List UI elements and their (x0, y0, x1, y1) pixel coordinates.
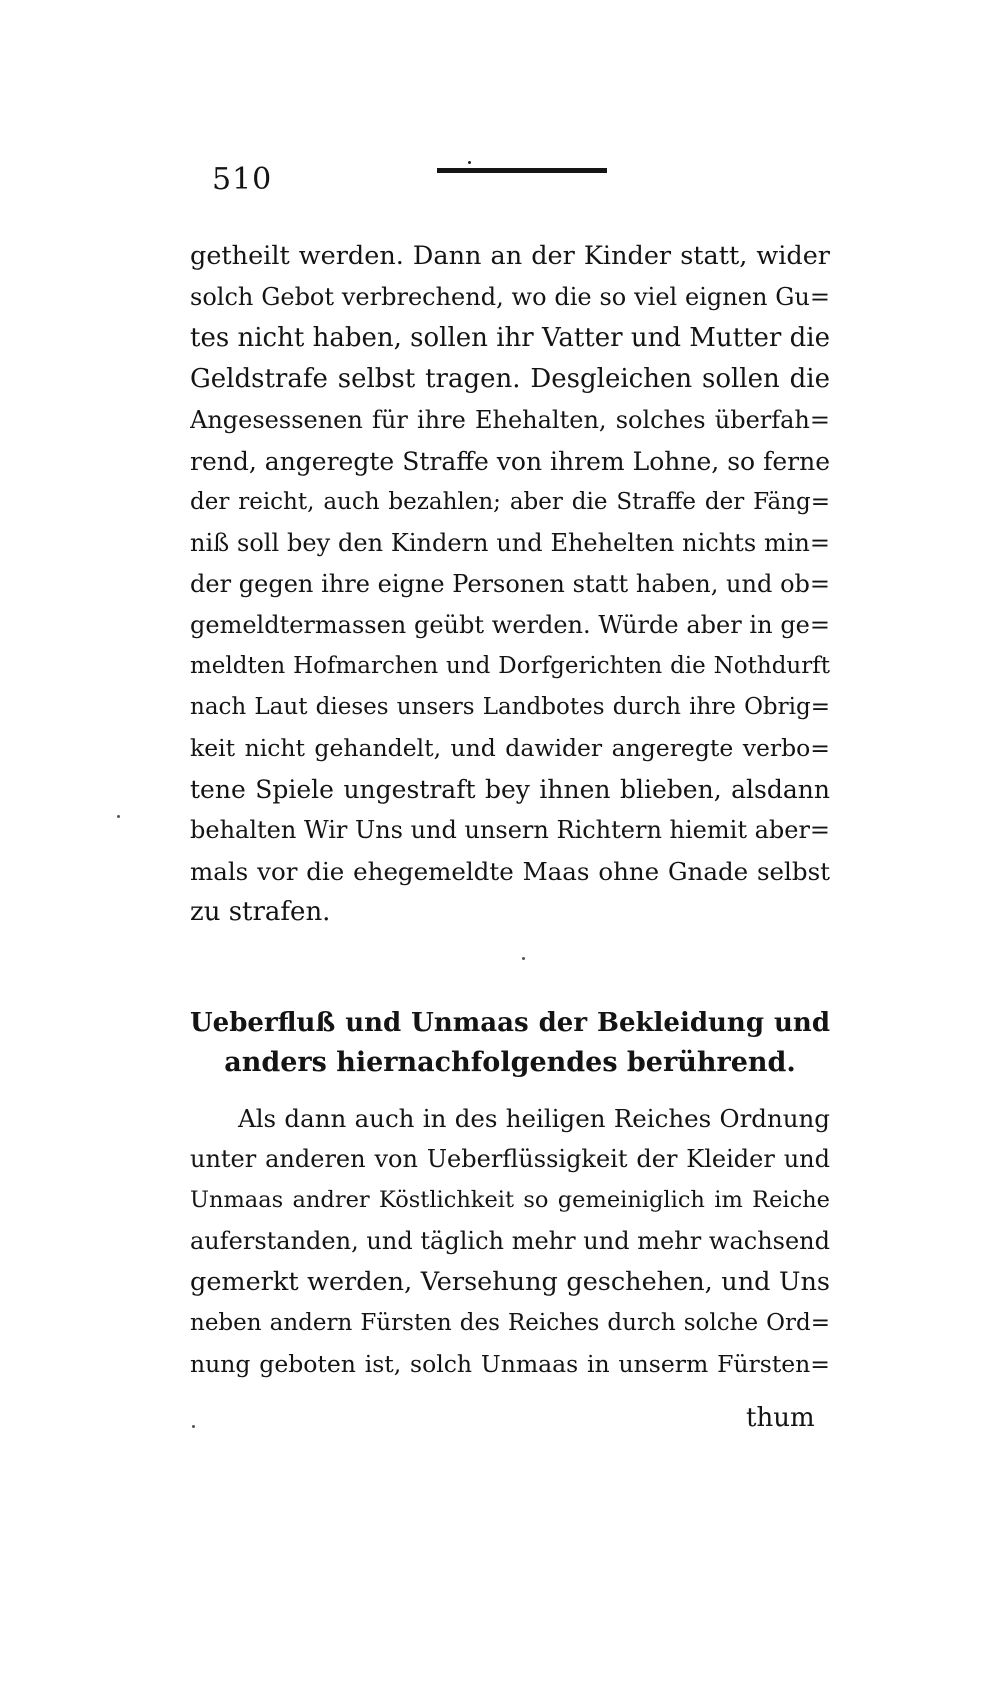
section-paragraph (190, 1098, 830, 1385)
text-line: auferstanden, und täglich mehr und mehr wachsend (190, 1227, 830, 1255)
heading-line: anders hiernachfolgendes berührend. (224, 1047, 796, 1078)
section-heading (190, 1003, 830, 1083)
text-line: nach Laut dieses unsers Landbotes durch ihre Obrig= (190, 694, 830, 720)
text-line: Angesessenen für ihre Ehehalten, solches überfah= (190, 406, 830, 434)
header-rule-speck (468, 161, 471, 164)
text-line: Unmaas andrer Köstlichkeit so gemeiniglich im Reiche (190, 1187, 830, 1213)
text-line: niß soll bey den Kindern und Ehehelten nichts min= (190, 529, 830, 557)
text-line: Als dann auch in des heiligen Reiches Ordnung (238, 1104, 830, 1133)
heading-line: Ueberfluß und Unmaas der Bekleidung und (190, 1008, 830, 1038)
page-number: 510 (212, 162, 273, 197)
catchword: thum (746, 1403, 815, 1433)
text-line: nung geboten ist, solch Unmaas in unserm Fürsten= (190, 1350, 830, 1378)
text-line: rend, angeregte Straffe von ihrem Lohne, so ferne (190, 447, 830, 476)
text-line: der reicht, auch bezahlen; aber die Straffe der Fäng= (190, 489, 830, 515)
paper-speck (117, 815, 120, 818)
text-line: tene Spiele ungestraft bey ihnen blieben, alsdann (190, 775, 830, 804)
text-line: getheilt werden. Dann an der Kinder statt, wider (190, 241, 830, 271)
text-line: unter anderen von Ueberflüssigkeit der Kleider und (190, 1145, 830, 1173)
paper-speck (522, 957, 525, 960)
text-line: gemerkt werden, Versehung geschehen, und Uns (190, 1267, 830, 1297)
text-line: zu strafen. (190, 897, 331, 927)
header-rule (437, 168, 607, 173)
text-line: Geldstrafe selbst tragen. Desgleichen sollen die (190, 364, 830, 394)
text-line: gemeldtermassen geübt werden. Würde aber in ge= (190, 611, 830, 639)
text-line: tes nicht haben, sollen ihr Vatter und Mutter die (190, 323, 830, 353)
text-line: keit nicht gehandelt, und dawider angeregte verbo= (190, 734, 830, 762)
text-line: meldten Hofmarchen und Dorfgerichten die Nothdurft (190, 653, 830, 679)
text-line: neben andern Fürsten des Reiches durch solche Ord= (190, 1310, 830, 1336)
paper-speck (192, 1425, 195, 1428)
text-line: solch Gebot verbrechend, wo die so viel eignen Gu= (190, 283, 830, 311)
text-line: mals vor die ehegemeldte Maas ohne Gnade selbst (190, 857, 830, 886)
text-line: behalten Wir Uns und unsern Richtern hiemit aber= (190, 816, 830, 844)
text-line: der gegen ihre eigne Personen statt haben, und ob= (190, 570, 830, 598)
body-paragraph (190, 236, 830, 933)
